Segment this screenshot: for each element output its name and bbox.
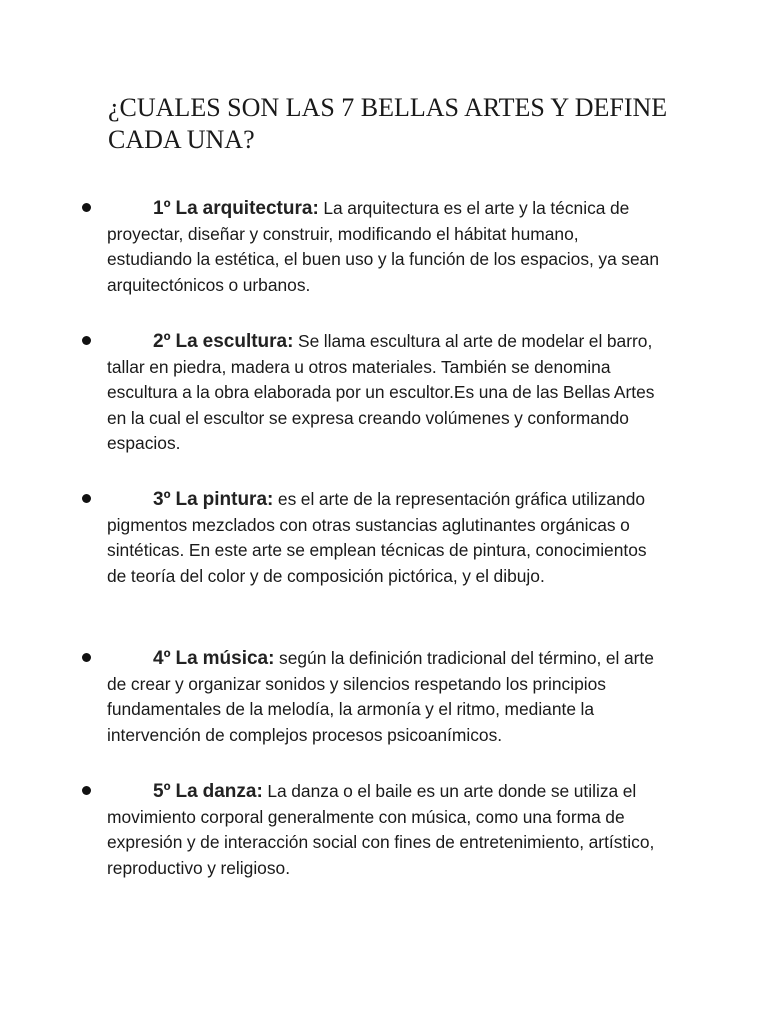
item-heading: 2º La escultura: (153, 331, 294, 352)
item-description: La arquitectura es el arte y la técnica de proyectar, diseñar y construir, modificando el hábitat humano, estudiando la estética, el buen uso y la función de los espacios, ya sean arquitectónicos o urbanos. (107, 198, 659, 295)
bullet-icon (82, 653, 91, 662)
item-paragraph (107, 329, 667, 457)
item-paragraph (107, 196, 667, 298)
bullet-icon (82, 786, 91, 795)
item-heading: 1º La arquitectura: (153, 198, 319, 219)
item-paragraph (107, 487, 667, 589)
item-paragraph (107, 646, 667, 748)
item-heading: 4º La música: (153, 648, 275, 669)
item-paragraph (107, 779, 667, 881)
item-heading: 3º La pintura: (153, 489, 274, 510)
item-description: es el arte de la representación gráfica utilizando pigmentos mezclados con otras sustancias aglutinantes orgánicas o sintéticas. En este arte se emplean técnicas de pintura, conocimientos de teoría del color y de composición pictórica, y el dibujo. (107, 489, 647, 586)
item-description: La danza o el baile es un arte donde se utiliza el movimiento corporal generalmente con música, como una forma de expresión y de interacción social con fines de entretenimiento, artístico, reproductivo y religioso. (107, 781, 655, 878)
bullet-icon (82, 336, 91, 345)
item-description: Se llama escultura al arte de modelar el barro, tallar en piedra, madera u otros materiales. También se denomina escultura a la obra elaborada por un escultor.Es una de las Bellas Artes en la cual el escultor se expresa creando volúmenes y conformando espacios. (107, 331, 655, 454)
item-heading: 5º La danza: (153, 781, 263, 802)
item-description: según la definición tradicional del término, el arte de crear y organizar sonidos y silencios respetando los principios fundamentales de la melodía, la armonía y el ritmo, mediante la intervención de complejos procesos psicoanímicos. (107, 648, 654, 745)
bullet-icon (82, 203, 91, 212)
document-title: ¿CUALES SON LAS 7 BELLAS ARTES Y DEFINE CADA UNA? (108, 93, 668, 154)
bullet-icon (82, 494, 91, 503)
